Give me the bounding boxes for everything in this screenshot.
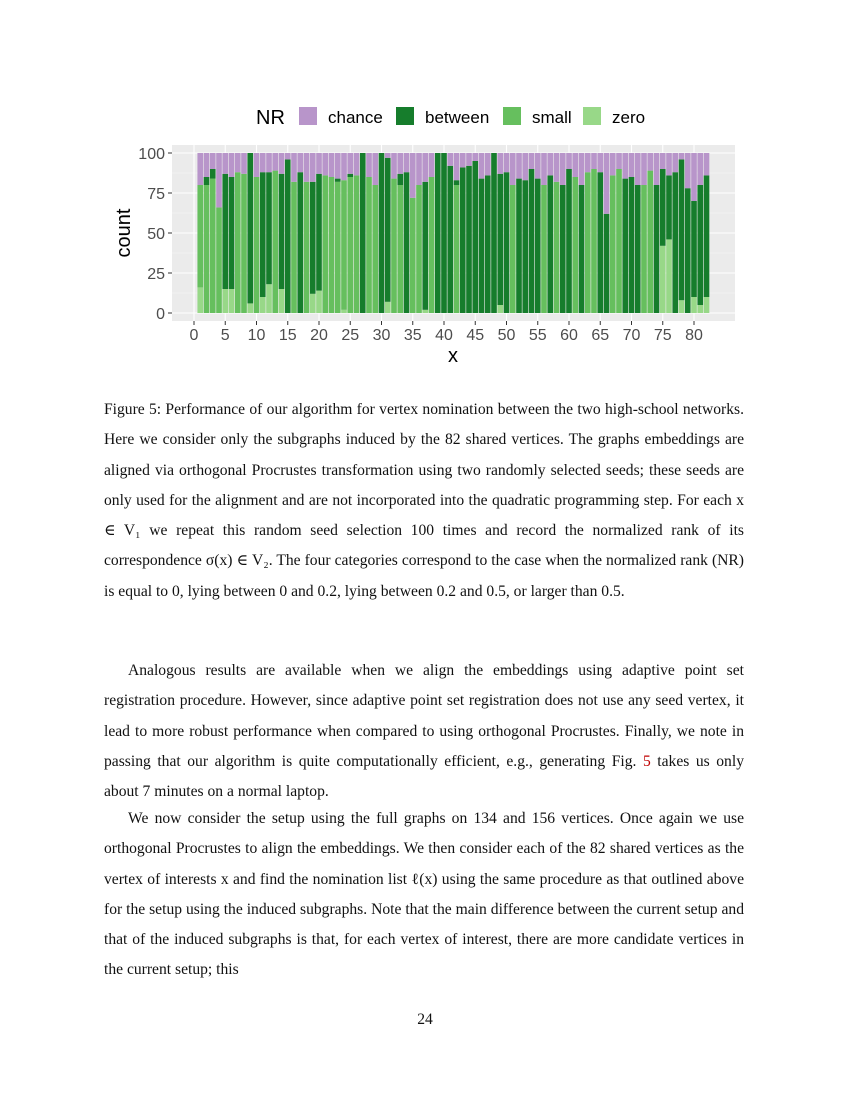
x-tick-label: 10 [247, 327, 266, 344]
bar-segment-zero [247, 303, 253, 313]
bar-segment-between [560, 185, 566, 313]
bar-segment-chance [260, 153, 266, 172]
bar-segment-between [622, 179, 628, 313]
legend-swatch-small [503, 107, 521, 125]
bar-segment-chance [222, 153, 228, 174]
bar-segment-between [691, 201, 697, 297]
bar-segment-chance [616, 153, 622, 169]
bar-segment-chance [354, 153, 360, 175]
stacked-bar-chart [0, 0, 850, 380]
bar-segment-chance [629, 153, 635, 177]
bar-segment-between [285, 159, 291, 313]
bar-segment-zero [266, 284, 272, 313]
bar-segment-small [554, 182, 560, 313]
bar-segment-zero [497, 305, 503, 313]
bar-segment-small [322, 175, 328, 313]
x-tick-label: 70 [622, 327, 641, 344]
bar-segment-between [672, 172, 678, 313]
bar-segment-chance [422, 153, 428, 182]
bar-segment-between [660, 169, 666, 246]
bar-segment-small [197, 185, 203, 287]
bar-segment-chance [310, 153, 316, 182]
bar-segment-chance [522, 153, 528, 180]
bar-segment-chance [560, 153, 566, 185]
bar-segment-small [410, 198, 416, 313]
bar-segment-chance [235, 153, 241, 172]
bar-segment-chance [554, 153, 560, 182]
bar-segment-between [441, 153, 447, 313]
bar-segment-between [604, 214, 610, 313]
bar-segment-chance [210, 153, 216, 169]
bar-segment-between [460, 167, 466, 313]
bar-segment-between [397, 174, 403, 185]
bar-segment-chance [410, 153, 416, 198]
paragraph-text: Analogous results are available when we align the embeddings using adaptive point set registration procedure. However, since adaptive point set registration does not use any seed vertex, it lead to more robust performance when compared to using orthogonal Procrustes. Finally, we note in passing that our algorithm is quite computationally efficient, e.g., generating Fig. [104, 662, 744, 770]
legend-label-small: small [532, 108, 572, 127]
bar-segment-zero [229, 289, 235, 313]
bar-segment-between [204, 177, 210, 185]
legend [256, 107, 645, 129]
bar-segment-between [404, 172, 410, 313]
y-axis-label: count [113, 208, 135, 258]
bar-segment-zero [679, 300, 685, 313]
bar-segment-small [372, 185, 378, 313]
bar-segment-chance [485, 153, 491, 175]
bar-segment-chance [529, 153, 535, 169]
bar-segment-small [429, 177, 435, 313]
bar-segment-small [510, 185, 516, 313]
bar-segment-chance [541, 153, 547, 185]
bar-segment-small [354, 175, 360, 313]
bar-segment-chance [604, 153, 610, 214]
bar-segment-chance [585, 153, 591, 172]
bar-segment-between [685, 188, 691, 313]
bar-segment-chance [666, 153, 672, 175]
bar-segment-small [541, 185, 547, 313]
bar-segment-chance [697, 153, 703, 185]
y-tick-label: 0 [156, 306, 165, 323]
bar-segment-chance [654, 153, 660, 185]
bar-segment-between [447, 166, 453, 313]
bar-segment-chance [272, 153, 278, 171]
x-tick-label: 45 [466, 327, 485, 344]
bar-segment-zero [422, 310, 428, 313]
bar-segment-between [629, 177, 635, 313]
bar-segment-chance [304, 153, 310, 182]
bar-segment-zero [697, 305, 703, 313]
x-tick-label: 30 [372, 327, 391, 344]
bar-segment-chance [279, 153, 285, 174]
bar-segment-small [366, 177, 372, 313]
bar-segment-chance [291, 153, 297, 182]
bar-segment-chance [385, 153, 391, 158]
bar-segment-between [260, 172, 266, 297]
bar-segment-chance [254, 153, 260, 177]
x-tick-label: 20 [310, 327, 328, 344]
bar-segment-chance [397, 153, 403, 174]
bar-segment-chance [622, 153, 628, 179]
bar-segment-small [216, 207, 222, 313]
bar-segment-chance [347, 153, 353, 174]
bar-segment-between [360, 153, 366, 313]
bar-segment-small [591, 169, 597, 313]
bar-segment-chance [241, 153, 247, 174]
bar-segment-chance [429, 153, 435, 177]
bar-segment-zero [704, 297, 710, 313]
y-tick-label: 25 [147, 266, 165, 283]
bar-segment-chance [266, 153, 272, 172]
bar-segment-chance [641, 153, 647, 185]
bar-segment-between [229, 177, 235, 289]
bar-segment-between [516, 179, 522, 313]
bar-segment-small [391, 179, 397, 313]
bar-segment-small [347, 177, 353, 313]
bar-segment-chance [341, 153, 347, 180]
bar-segment-between [504, 172, 510, 313]
bar-segment-between [247, 153, 253, 303]
bar-segment-small [397, 185, 403, 313]
bar-segment-chance [510, 153, 516, 185]
bar-segment-chance [404, 153, 410, 172]
bar-segment-between [266, 172, 272, 284]
bar-segment-chance [329, 153, 335, 177]
bar-segment-chance [579, 153, 585, 185]
x-tick-label: 15 [278, 327, 297, 344]
bar-segment-chance [479, 153, 485, 179]
bar-segment-small [572, 177, 578, 313]
bar-segment-small [416, 185, 422, 313]
bar-segment-chance [547, 153, 553, 175]
legend-swatch-chance [299, 107, 317, 125]
x-tick-label: 80 [685, 327, 703, 344]
bar-segment-chance [516, 153, 522, 179]
bar-segment-chance [679, 153, 685, 159]
bar-segment-zero [660, 246, 666, 313]
x-axis-label: x [448, 345, 458, 367]
legend-label-zero: zero [612, 108, 646, 127]
bar-segment-chance [366, 153, 372, 177]
bar-segment-between [679, 159, 685, 300]
bar-segment-between [704, 175, 710, 297]
bar-segment-between [279, 174, 285, 289]
bar-segment-small [335, 182, 341, 313]
x-tick-label: 50 [497, 327, 516, 344]
x-tick-label: 5 [220, 327, 230, 344]
bar-segment-between [654, 185, 660, 313]
y-tick-label: 100 [138, 146, 165, 163]
bar-segment-chance [391, 153, 397, 179]
bar-segment-chance [285, 153, 291, 159]
bar-segment-between [522, 180, 528, 313]
bar-segment-between [529, 169, 535, 313]
bar-segment-chance [316, 153, 322, 174]
bar-segment-small [291, 182, 297, 313]
bar-segment-chance [204, 153, 210, 177]
bar-segment-small [210, 179, 216, 313]
bar-segment-zero [341, 310, 347, 313]
figure-caption: Figure 5: Performance of our algorithm for vertex nomination between the two high-school networks. Here we consider only the subgraphs induced by the 82 shared vertices. The graphs embeddings are aligned via orthogonal Procrustes transformation using two randomly selected seeds; these seeds are only used for the alignment and are not incorporated into the quadratic programming step. For each x ∈ V₁ we repeat this random seed selection 100 times and record the normalized rank of its correspondence σ(x) ∈ V₂. The four categories correspond to the case when the normalized rank (NR) is equal to 0, lying between 0 and 0.2, lying between 0.2 and 0.5, or larger than 0.5. [104, 401, 744, 600]
page-number: 24 [417, 1011, 433, 1028]
bar-segment-chance [597, 153, 603, 172]
paragraph-analogous-results [104, 656, 744, 807]
bar-segment-small [454, 185, 460, 313]
bar-segment-chance [572, 153, 578, 177]
bar-segment-chance [672, 153, 678, 172]
bar-segment-chance [416, 153, 422, 185]
bar-segment-between [491, 153, 497, 313]
bar-segment-between [347, 174, 353, 177]
bar-segment-between [597, 172, 603, 313]
bar-segment-chance [660, 153, 666, 169]
paragraph-full-graphs: We now consider the setup using the full graphs on 134 and 156 vertices. Once again we use orthogonal Procrustes to align the embeddings. We then consider each of the 82 shared vertices as the vertex of interests x and find the nomination list ℓ(x) using the same procedure as that outlined above for the setup using the induced subgraphs. Note that the main difference between the current setup and that of the induced subgraphs is that, for each vertex of interest, there are more candidate vertices in the current setup; this [104, 810, 744, 979]
y-tick-label: 75 [147, 186, 165, 203]
bar-segment-small [235, 172, 241, 313]
bar-segment-chance [447, 153, 453, 166]
bar-segment-chance [197, 153, 203, 185]
bar-segment-between [566, 169, 572, 313]
bar-segment-zero [691, 297, 697, 313]
bar-segment-between [497, 174, 503, 305]
x-tick-label: 0 [189, 327, 199, 344]
bar-segment-chance [647, 153, 653, 171]
bar-segment-zero [316, 291, 322, 313]
bar-segment-chance [372, 153, 378, 185]
bar-segment-small [647, 171, 653, 313]
bar-segment-zero [310, 294, 316, 313]
bar-segment-between [485, 175, 491, 313]
bar-segment-zero [666, 239, 672, 313]
bar-segment-small [329, 177, 335, 313]
paragraph-text: takes us only about 7 minutes on a normal laptop. [104, 752, 744, 801]
bar-segment-chance [229, 153, 235, 177]
bar-segment-between [310, 182, 316, 294]
bar-segment-between [222, 174, 228, 289]
bar-segment-chance [297, 153, 303, 172]
bar-segment-between [547, 175, 553, 313]
bar-segment-small [610, 175, 616, 313]
x-tick-label: 75 [653, 327, 672, 344]
bar-segment-chance [566, 153, 572, 169]
bar-segment-between [335, 179, 341, 182]
bar-segment-between [210, 169, 216, 179]
bar-segment-between [466, 166, 472, 313]
bar-segment-between [297, 172, 303, 313]
bar-segment-small [304, 182, 310, 313]
bar-segment-zero [385, 302, 391, 313]
bar-segment-chance [472, 153, 478, 161]
bar-segment-small [341, 180, 347, 310]
bar-segment-between [454, 180, 460, 185]
bar-segment-zero [260, 297, 266, 313]
bar-segment-chance [635, 153, 641, 185]
bar-segment-chance [335, 153, 341, 179]
bar-segment-between [472, 161, 478, 313]
x-tick-label: 55 [528, 327, 547, 344]
bar-segment-small [204, 185, 210, 313]
bar-segment-chance [454, 153, 460, 180]
bar-segment-between [379, 153, 385, 313]
x-tick-label: 40 [435, 327, 453, 344]
bar-segment-between [535, 179, 541, 313]
bar-segment-zero [279, 289, 285, 313]
legend-label-between: between [425, 108, 490, 127]
bar-segment-chance [497, 153, 503, 174]
bar-segment-between [697, 185, 703, 305]
bar-segment-small [272, 171, 278, 313]
bar-segment-chance [460, 153, 466, 167]
bar-segment-small [641, 185, 647, 313]
x-tick-label: 35 [403, 327, 422, 344]
x-tick-label: 25 [341, 327, 360, 344]
bar-segment-between [435, 153, 441, 313]
bar-segment-between [316, 174, 322, 291]
y-tick-label: 50 [147, 226, 165, 243]
bar-segment-chance [691, 153, 697, 201]
bar-segment-between [479, 179, 485, 313]
legend-label-chance: chance [328, 108, 383, 127]
bar-segment-between [666, 175, 672, 239]
bar-segment-small [241, 174, 247, 313]
bar-segment-small [616, 169, 622, 313]
bar-segment-zero [197, 287, 203, 313]
bar-segment-small [585, 172, 591, 313]
bar-segment-chance [704, 153, 710, 175]
x-tick-label: 60 [560, 327, 578, 344]
bar-segment-chance [535, 153, 541, 179]
bar-segment-between [385, 158, 391, 302]
x-tick-label: 65 [591, 327, 610, 344]
bar-segment-between [422, 182, 428, 310]
bar-segment-between [579, 185, 585, 313]
legend-swatch-zero [583, 107, 601, 125]
bar-segment-chance [466, 153, 472, 166]
bar-segment-chance [610, 153, 616, 175]
bar-segment-chance [504, 153, 510, 172]
legend-swatch-between [396, 107, 414, 125]
bar-segment-chance [216, 153, 222, 207]
bar-segment-chance [322, 153, 328, 175]
bar-segment-between [635, 185, 641, 313]
bar-segment-small [254, 177, 260, 313]
figure-reference-link[interactable]: 5 [642, 752, 651, 770]
bar-segment-zero [222, 289, 228, 313]
legend-title: NR [256, 107, 285, 129]
bar-segment-chance [591, 153, 597, 169]
bar-segment-chance [685, 153, 691, 188]
